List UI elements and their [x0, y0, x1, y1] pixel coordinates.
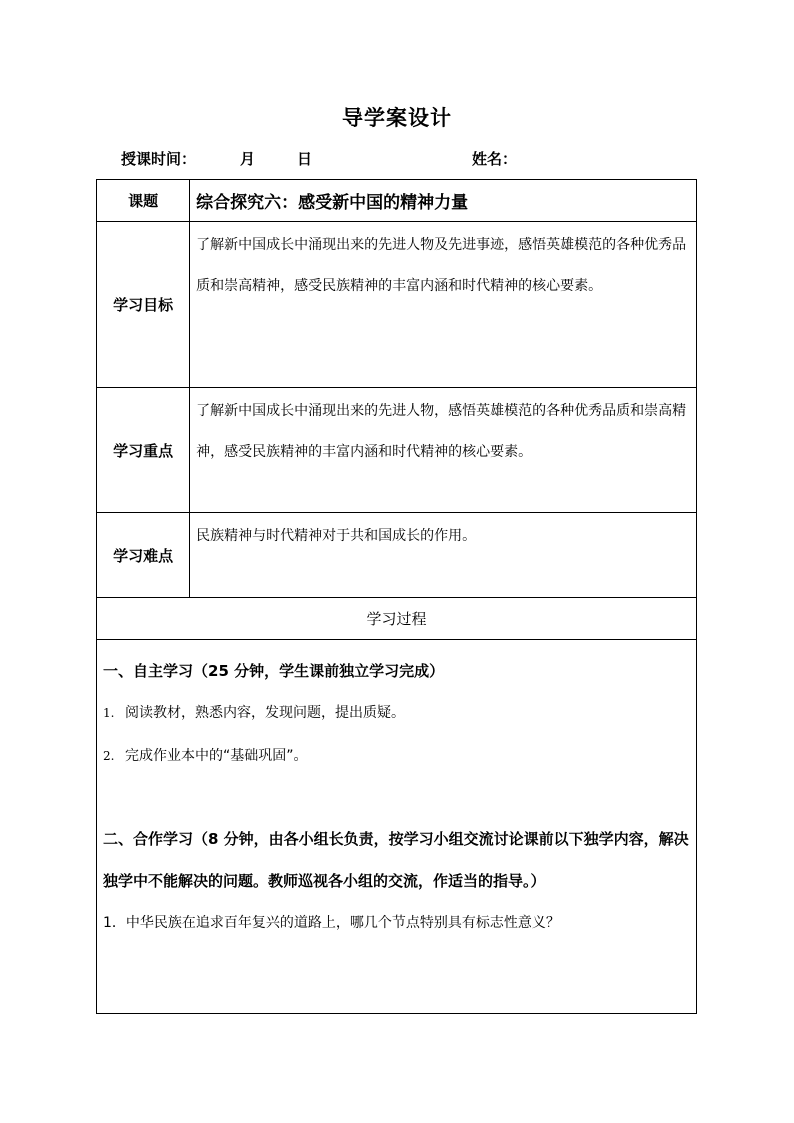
topic-row: [97, 180, 697, 222]
teaching-time-label: 授课时间：: [121, 150, 197, 168]
topic-label: 课题: [97, 180, 190, 222]
process-content-row: [97, 640, 697, 1014]
list-item-text: 阅读教材，熟悉内容，发现问题，提出质疑。: [125, 705, 405, 721]
difficulties-value: 民族精神与时代精神对于共和国成长的作用。: [190, 513, 697, 598]
self-study-heading: 一、自主学习（25 分钟，学生课前独立学习完成）: [103, 662, 445, 680]
list-item: [103, 735, 692, 778]
header-info-row: [0, 148, 794, 170]
list-item-text: 中华民族在追求百年复兴的道路上，哪几个节点特别具有标志性意义？: [125, 915, 560, 931]
difficulties-row: [97, 513, 697, 598]
topic-value: 综合探究六：感受新中国的精神力量: [190, 180, 697, 222]
list-item-number: 2.: [103, 749, 115, 763]
day-label: 日: [297, 150, 313, 168]
key-points-label: 学习重点: [97, 388, 190, 513]
cooperative-heading: 二、合作学习（8 分钟，由各小组长负责，按学习小组交流讨论课前以下独学内容，解决独学中不能解决的问题。教师巡视各小组的交流，作适当的指导。）: [103, 830, 689, 890]
blank-space: [103, 778, 692, 818]
process-heading-row: [97, 598, 697, 640]
key-points-value: 了解新中国成长中涌现出来的先进人物，感悟英雄模范的各种优秀品质和崇高精神，感受民族精神的丰富内涵和时代精神的核心要素。: [190, 388, 697, 513]
lesson-plan-table: [96, 179, 697, 1014]
key-points-row: [97, 388, 697, 513]
objectives-row: [97, 222, 697, 388]
process-content: [97, 640, 697, 1014]
list-item: [103, 692, 692, 735]
objectives-label: 学习目标: [97, 222, 190, 388]
difficulties-label: 学习难点: [97, 513, 190, 598]
document-title: 导学案设计: [342, 106, 452, 130]
list-item-text: 完成作业本中的“基础巩固”。: [125, 748, 308, 764]
objectives-value: 了解新中国成长中涌现出来的先进人物及先进事迹，感悟英雄模范的各种优秀品质和崇高精神，感受民族精神的丰富内涵和时代精神的核心要素。: [190, 222, 697, 388]
list-item-number: 1．: [103, 915, 126, 931]
process-heading: 学习过程: [97, 598, 697, 640]
student-name-label: 姓名：: [472, 150, 518, 168]
month-label: 月: [240, 150, 256, 168]
list-item-number: 1.: [103, 706, 115, 720]
list-item: [103, 902, 692, 945]
